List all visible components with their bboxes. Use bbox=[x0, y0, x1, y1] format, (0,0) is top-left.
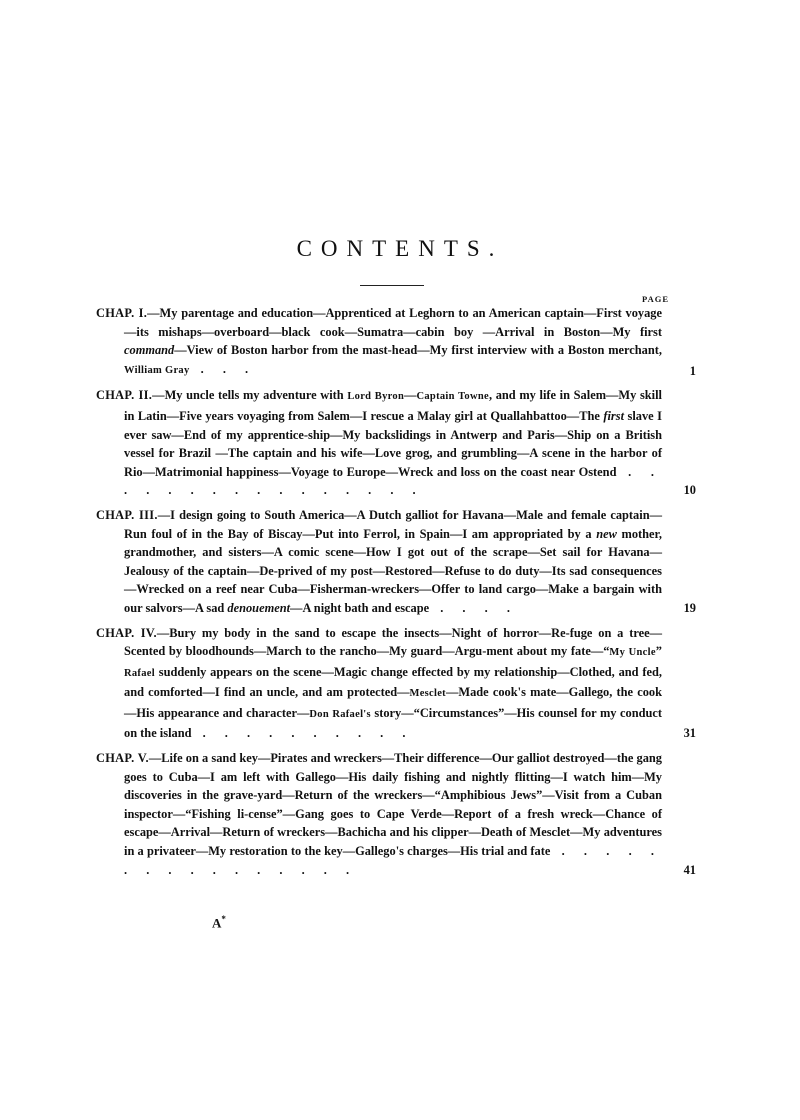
chapter-summary: suddenly appears on the scene—Magic change effected by my relationship—Clothed, and fed, and comforted—I find an uncle, and am protected— bbox=[124, 664, 662, 700]
chapter-label: CHAP. III. bbox=[96, 507, 158, 522]
signature-mark bbox=[212, 914, 226, 931]
chapter-summary: —Bury my body in the sand to escape the insects—Night of horror—Re-fuge on a tree—Scented by bloodhounds—March to the rancho—My guard—Argu-ment about my fate—“ bbox=[124, 625, 662, 659]
dot-leaders: . . . . . . . . . . . . . . . . bbox=[124, 464, 663, 498]
chapter-label: CHAP. V. bbox=[96, 751, 149, 766]
signature-letter: A bbox=[212, 915, 222, 931]
chapter-summary-italic: first bbox=[603, 408, 625, 423]
chapter-entry bbox=[96, 304, 696, 380]
chapter-summary-italic: command bbox=[124, 343, 175, 358]
chapter-name-smallcaps: Mesclet bbox=[409, 688, 446, 700]
page-title: CONTENTS. bbox=[296, 236, 504, 261]
chapter-summary: —Life on a sand key—Pirates and wreckers—Their difference—Our galliot destroyed—the gang goes to Cuba—I am left with Gallego—His daily fishing and nightly flitting—I watch him—My discoveries in the grave-yard—Return of the wreckers—“Amphibious Jews”—Visit from a Cuban inspector—“Fishing li-cense”—Gang goes to Cape Verde—Report of a fresh wreck—Chance of escape—Arrival—Return of wreckers—Bachicha and his clipper—Death of Mesclet—My adventures in a privateer—My restoration to the key—Gallego's charges—His trial and fate bbox=[124, 751, 662, 859]
chapter-summary: mother, grandmother, and sisters—A comic scene—How I got out of the scrape—Set sail for Havana—Jealousy of the captain—De-prived of my post—Restored—Refuse to do duty—Its sad consequences—Wrecked on a reef near Cuba—Fisherman-wreckers—Offer to land cargo—Make a bargain with our salvors—A sad bbox=[124, 526, 662, 615]
chapter-summary: —I design going to South America—A Dutch galliot for Havana—Male and female captain—Run foul of in the Bay of Biscay—Put into Ferrol, in Spain—I am appropriated by a bbox=[124, 507, 662, 541]
chapter-name-smallcaps: William Gray bbox=[124, 364, 190, 376]
chapter-entry bbox=[96, 506, 696, 618]
signature-asterisk: * bbox=[221, 914, 226, 924]
dot-leaders: . . . bbox=[189, 361, 257, 376]
chapter-page-number: 1 bbox=[689, 363, 696, 378]
chapter-summary: ” bbox=[655, 644, 662, 659]
chapter-label: CHAP. II. bbox=[96, 388, 153, 403]
chapter-label: CHAP. IV. bbox=[96, 625, 157, 640]
page-column-header: PAGE bbox=[642, 294, 669, 304]
chapter-page-number: 10 bbox=[683, 483, 696, 498]
chapter-summary: —View of Boston harbor from the mast-head—My first interview with a Boston merchant, bbox=[174, 343, 662, 358]
chapter-name-smallcaps: My Uncle bbox=[609, 647, 656, 659]
chapter-summary: story—“Circumstances”—His counsel for my conduct on the island bbox=[124, 705, 663, 741]
dot-leaders: . . . . . . . . . . bbox=[191, 726, 414, 741]
chapter-label: CHAP. I. bbox=[96, 306, 148, 320]
chapter-entry bbox=[96, 749, 696, 879]
chapter-page-number: 41 bbox=[683, 862, 696, 877]
chapter-summary: —A night bath and escape bbox=[290, 600, 430, 615]
chapter-summary: — bbox=[404, 388, 417, 403]
chapter-summary: —My parentage and education—Apprenticed at Leghorn to an American captain—First voyage—its mishaps—overboard—black cook—Sumatra—cabin boy —Arrival in Boston—My first bbox=[124, 306, 663, 339]
chapter-page-number: 31 bbox=[683, 726, 696, 741]
dot-leaders: . . . . . . . . . . . . . . . . bbox=[124, 844, 662, 877]
chapter-name-smallcaps: Captain Towne bbox=[416, 391, 489, 403]
chapter-summary: —My uncle tells my adventure with bbox=[152, 388, 348, 403]
chapter-name-smallcaps: Don Rafael's bbox=[309, 708, 371, 720]
chapter-page-number: 19 bbox=[683, 600, 696, 615]
chapter-entry bbox=[96, 386, 696, 500]
title-rule bbox=[360, 285, 424, 286]
chapter-summary: —Made cook's mate—Gallego, the cook —His appearance and character— bbox=[124, 685, 662, 720]
chapter-summary: slave I ever saw—End of my apprentice-ship—My backslidings in Antwerp and Paris—Ship on a British vessel for Brazil —The captain and his wife—Love grog, and grumbling—A scene in the harbor of Rio—Matrimonial happiness—Voyage to Europe—Wreck and loss on the coast near Ostend bbox=[124, 408, 662, 479]
chapter-summary: , and my life in Salem—My skill in Latin—Five years voyaging from Salem—I rescue a Malay girl at Quallahbattoo—The bbox=[124, 388, 662, 423]
chapter-summary-italic: new bbox=[596, 526, 617, 541]
chapter-name-smallcaps: Lord Byron bbox=[347, 391, 405, 403]
chapter-summary-italic: denouement bbox=[227, 600, 291, 615]
dot-leaders: . . . . bbox=[429, 600, 518, 615]
chapter-entry bbox=[96, 624, 696, 744]
chapter-name-smallcaps: Rafael bbox=[124, 667, 155, 679]
chapter-list bbox=[96, 304, 696, 885]
